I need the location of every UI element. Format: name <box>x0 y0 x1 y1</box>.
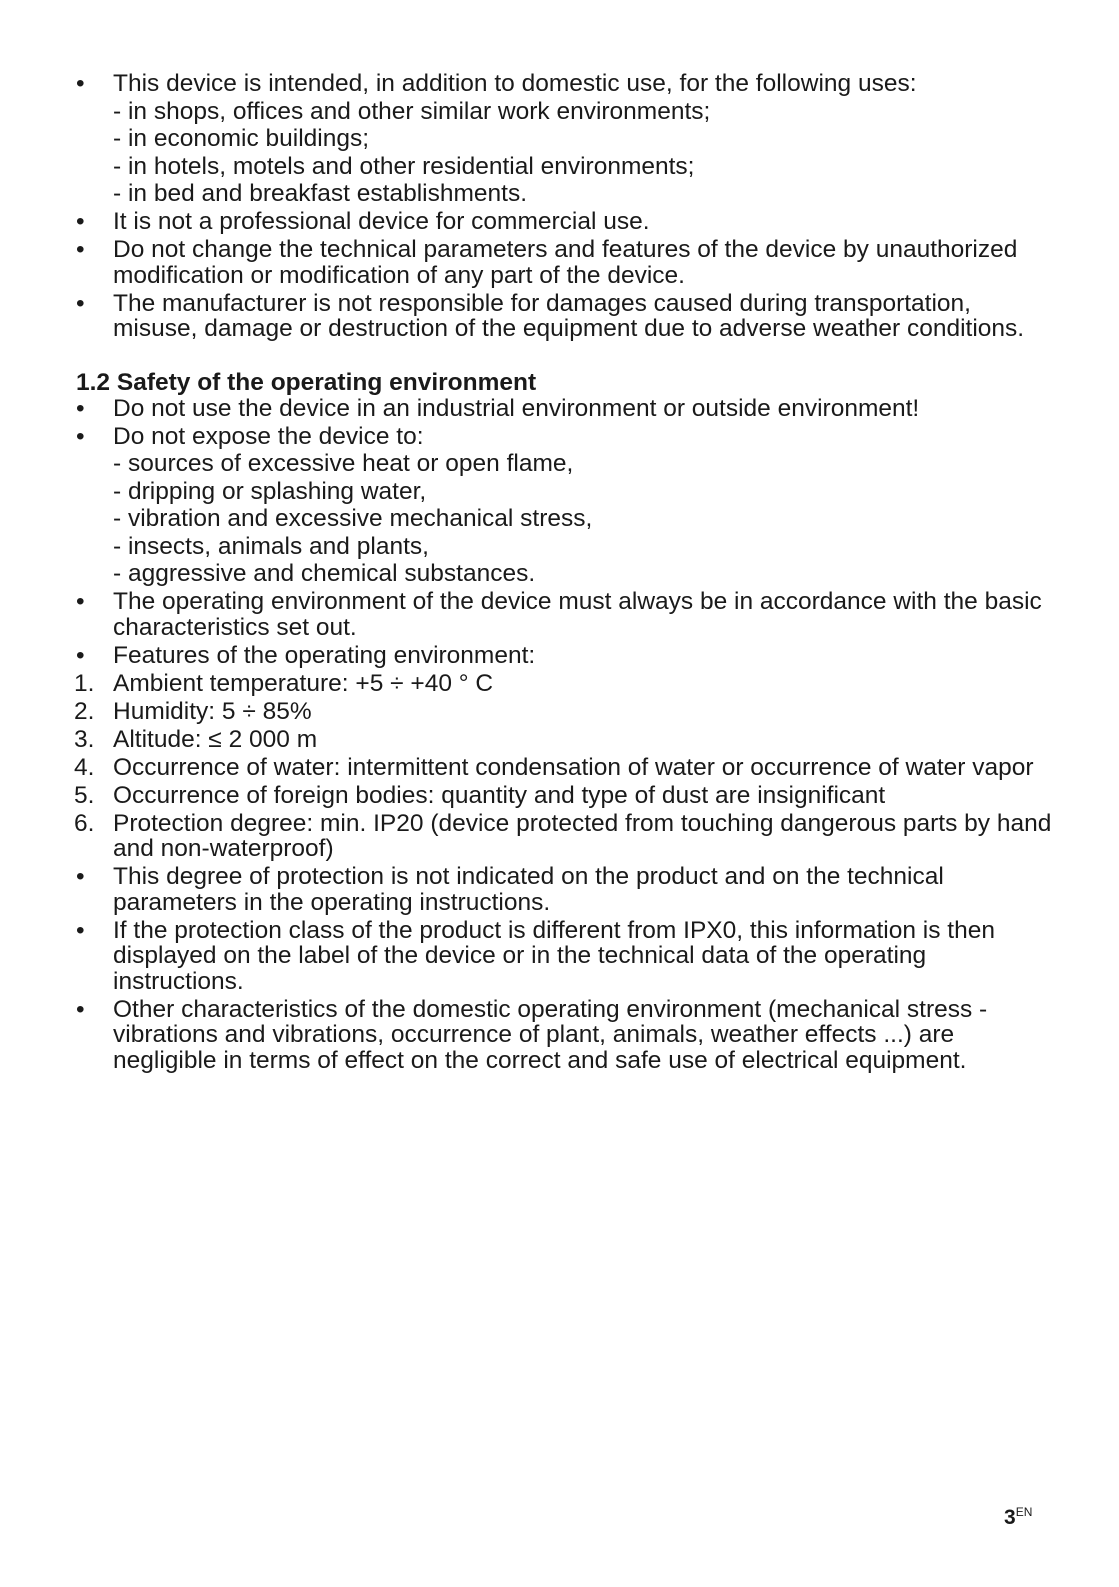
number-mark: 5. <box>74 781 95 809</box>
list-item-text: If the protection class of the product is different from IPX0, this information is then displayed on the label of the device or in the technical data of the operating instructions. <box>113 916 995 995</box>
numbered-item-text: Ambient temperature: +5 ÷ +40 ° C <box>113 669 494 697</box>
numbered-item <box>76 755 1056 781</box>
bullet-mark: • <box>76 641 85 669</box>
numbered-item-text: Occurrence of water: intermittent condensation of water or occurrence of water vapor <box>113 753 1034 781</box>
list-item <box>76 997 1056 1074</box>
list-item <box>76 396 1056 422</box>
list-item-text: It is not a professional device for commercial use. <box>113 208 650 235</box>
list-item <box>76 643 1056 669</box>
bullet-mark: • <box>76 916 85 944</box>
list-item-text: This degree of protection is not indicated on the product and on the technical parameters in the operating instructions. <box>113 863 944 916</box>
numbered-item <box>76 811 1056 862</box>
list-item-text: Features of the operating environment: <box>113 641 536 669</box>
numbered-item-text: Humidity: 5 ÷ 85% <box>113 697 312 725</box>
language-code: EN <box>1015 1505 1033 1519</box>
numbered-item <box>76 727 1056 753</box>
numbered-item <box>76 783 1056 809</box>
number-mark: 6. <box>74 809 95 837</box>
sub-list-item: - sources of excessive heat or open flame, <box>113 450 574 477</box>
list-item <box>76 209 1056 235</box>
number-mark: 2. <box>74 697 95 725</box>
bullet-mark: • <box>76 863 85 890</box>
section-heading: 1.2 Safety of the operating environment <box>76 368 537 396</box>
numbered-item <box>76 699 1056 725</box>
bullet-mark: • <box>76 422 85 450</box>
document-page <box>76 71 1056 1073</box>
bullet-mark: • <box>76 995 85 1023</box>
numbered-item-text: Protection degree: min. IP20 (device protected from touching dangerous parts by hand and non-waterproof) <box>113 809 1052 862</box>
numbered-item-text: Altitude: ≤ 2 000 m <box>113 725 318 753</box>
bullet-mark: • <box>76 394 85 422</box>
bullet-mark: • <box>76 70 85 97</box>
list-item-text: Do not use the device in an industrial environment or outside environment! <box>113 394 920 422</box>
list-item <box>76 71 1056 97</box>
number-mark: 3. <box>74 725 95 753</box>
bullet-mark: • <box>76 588 85 615</box>
page-number <box>1004 1500 1032 1530</box>
sub-list-item: - in hotels, motels and other residential environments; <box>113 152 695 180</box>
numbered-item <box>76 671 1056 697</box>
list-item-text: This device is intended, in addition to domestic use, for the following uses: <box>113 70 917 97</box>
numbered-item-text: Occurrence of foreign bodies: quantity and type of dust are insignificant <box>113 781 886 809</box>
sub-list-item: - in bed and breakfast establishments. <box>113 180 528 207</box>
bullet-mark: • <box>76 236 85 263</box>
list-item <box>76 291 1056 342</box>
list-item-text: Other characteristics of the domestic operating environment (mechanical stress - vibrations and vibrations, occurrence of plant, animals, weather effects ...) are negligible in terms of effect on the correct and safe use of electrical equipment. <box>113 995 988 1074</box>
list-item <box>76 918 1056 995</box>
list-item-text: Do not expose the device to: <box>113 422 424 450</box>
list-item <box>76 237 1056 288</box>
list-item-text: The operating environment of the device must always be in accordance with the basic characteristics set out. <box>113 588 1042 641</box>
sub-list-item: - aggressive and chemical substances. <box>113 560 536 587</box>
list-item-text: Do not change the technical parameters and features of the device by unauthorized modification or modification of any part of the device. <box>113 236 1018 289</box>
list-item <box>76 864 1056 915</box>
sub-list-item: - vibration and excessive mechanical stress, <box>113 505 593 532</box>
number-mark: 1. <box>74 669 95 697</box>
list-item-text: The manufacturer is not responsible for damages caused during transportation, misuse, damage or destruction of the equipment due to adverse weather conditions. <box>113 289 1025 342</box>
bullet-mark: • <box>76 208 85 235</box>
sub-list-item: - in economic buildings; <box>113 125 370 152</box>
list-item <box>76 424 1056 450</box>
bullet-mark: • <box>76 289 85 317</box>
page-number-value: 3 <box>1004 1506 1016 1529</box>
sub-list-item: - dripping or splashing water, <box>113 477 427 505</box>
number-mark: 4. <box>74 753 95 781</box>
list-item <box>76 589 1056 640</box>
sub-list-item: - insects, animals and plants, <box>113 532 429 560</box>
sub-list-item: - in shops, offices and other similar work environments; <box>113 97 711 125</box>
